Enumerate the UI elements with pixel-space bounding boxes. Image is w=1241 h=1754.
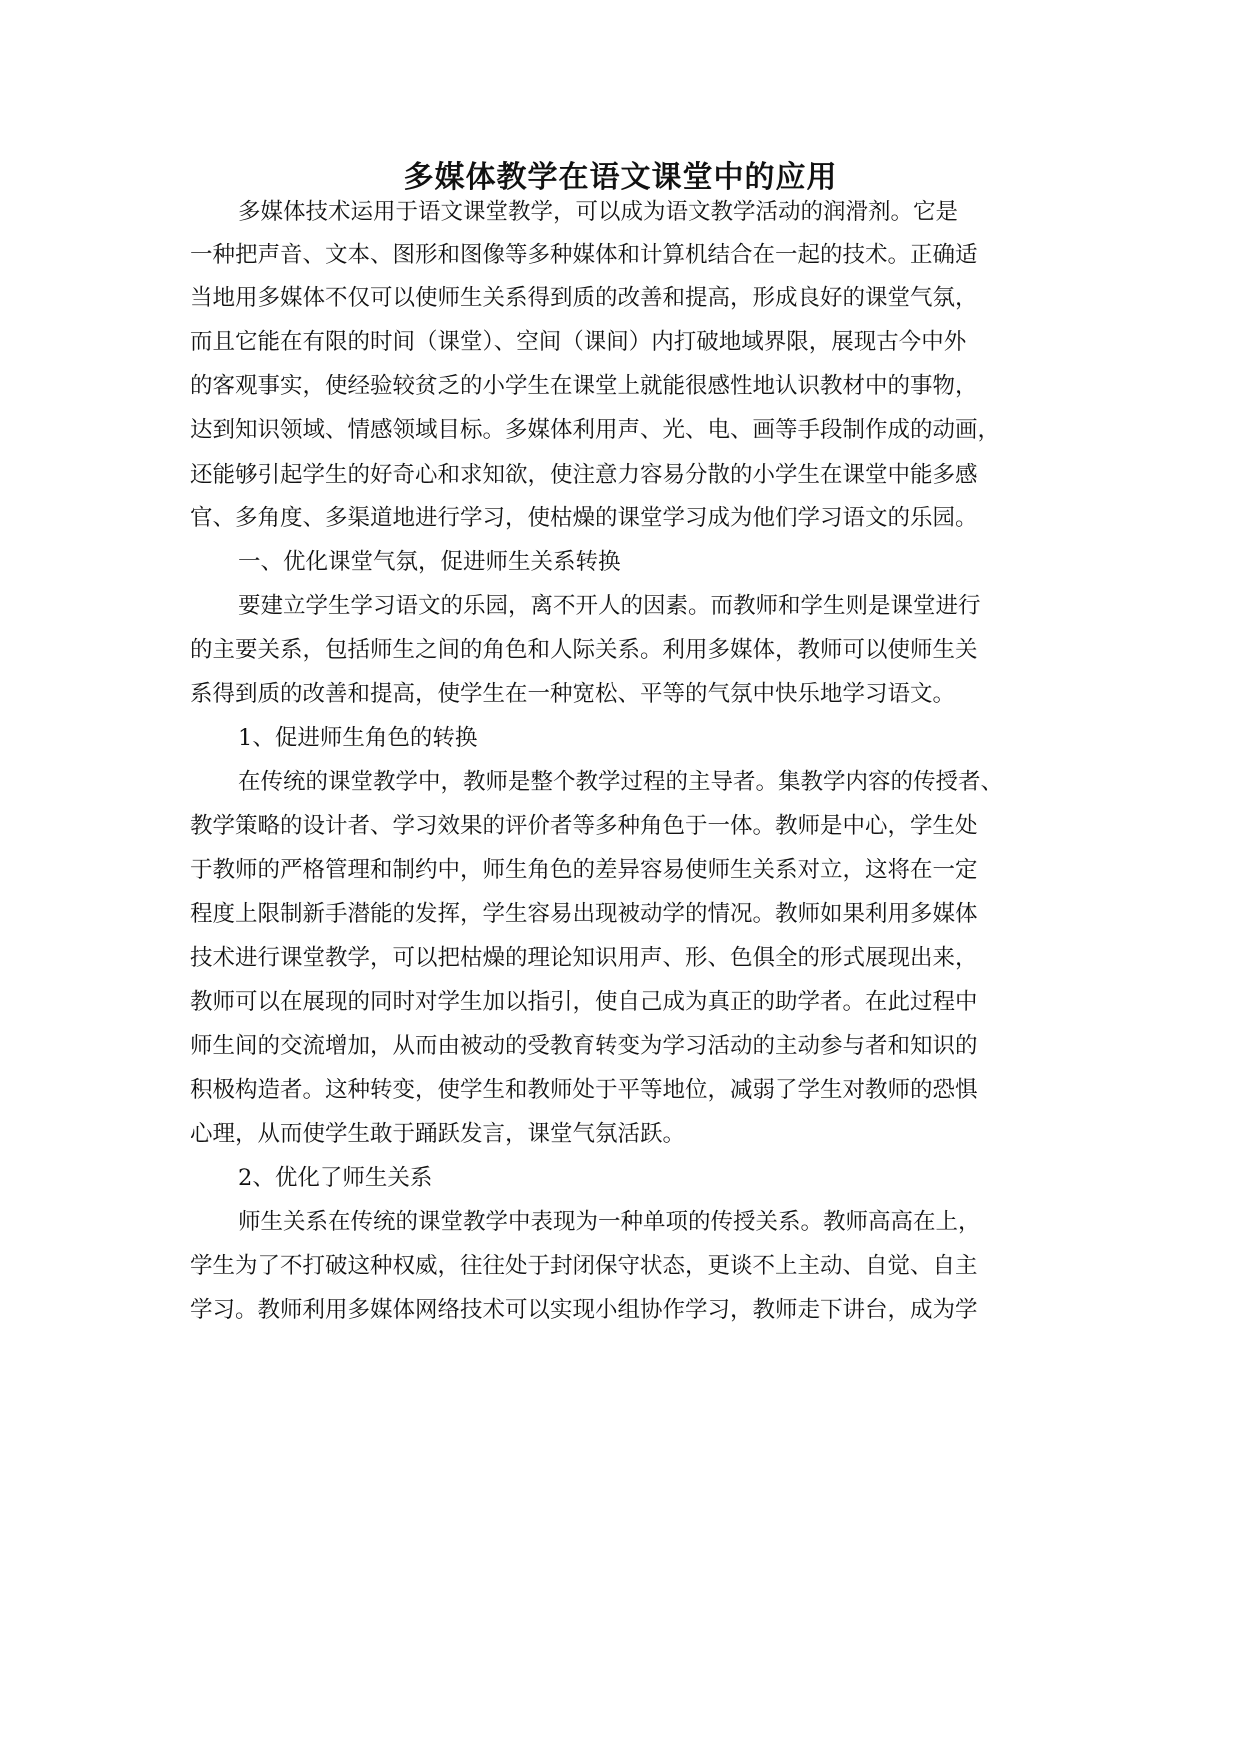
paragraph-line: 的主要关系，包括师生之间的角色和人际关系。利用多媒体，教师可以使师生关	[190, 637, 978, 663]
paragraph-line: 师生间的交流增加，从而由被动的受教育转变为学习活动的主动参与者和知识的	[190, 1033, 978, 1059]
paragraph-line: 学习。教师利用多媒体网络技术可以实现小组协作学习，教师走下讲台，成为学	[190, 1297, 978, 1323]
paragraph-line: 于教师的严格管理和制约中，师生角色的差异容易使师生关系对立，这将在一定	[190, 857, 978, 883]
paragraph-line: 还能够引起学生的好奇心和求知欲，使注意力容易分散的小学生在课堂中能多感	[190, 462, 978, 488]
paragraph-line: 系得到质的改善和提高，使学生在一种宽松、平等的气氛中快乐地学习语文。	[190, 681, 956, 707]
paragraph-line: 而且它能在有限的时间（课堂）、空间（课间）内打破地域界限，展现古今中外	[190, 329, 967, 355]
paragraph-line: 多媒体技术运用于语文课堂教学，可以成为语文教学活动的润滑剂。它是	[238, 199, 959, 225]
subsection-heading: 2、优化了师生关系	[238, 1165, 433, 1191]
paragraph-line: 当地用多媒体不仅可以使师生关系得到质的改善和提高，形成良好的课堂气氛，	[190, 285, 978, 311]
paragraph-line: 一种把声音、文本、图形和图像等多种媒体和计算机结合在一起的技术。正确适	[190, 242, 978, 268]
subsection-heading: 1、促进师生角色的转换	[238, 725, 478, 751]
paragraph-line: 技术进行课堂教学，可以把枯燥的理论知识用声、形、色俱全的形式展现出来，	[190, 945, 978, 971]
paragraph-line: 学生为了不打破这种权威，往往处于封闭保守状态，更谈不上主动、自觉、自主	[190, 1253, 978, 1279]
document-title: 多媒体教学在语文课堂中的应用	[403, 160, 838, 195]
paragraph-line: 师生关系在传统的课堂教学中表现为一种单项的传授关系。教师高高在上，	[238, 1209, 981, 1235]
paragraph-line: 官、多角度、多渠道地进行学习，使枯燥的课堂学习成为他们学习语文的乐园。	[190, 505, 978, 531]
paragraph-line: 程度上限制新手潜能的发挥，学生容易出现被动学的情况。教师如果利用多媒体	[190, 901, 978, 927]
section-heading: 一、优化课堂气氛，促进师生关系转换	[238, 549, 621, 575]
paragraph-line: 教师可以在展现的同时对学生加以指引，使自己成为真正的助学者。在此过程中	[190, 989, 978, 1015]
paragraph-line: 要建立学生学习语文的乐园，离不开人的因素。而教师和学生则是课堂进行	[238, 593, 981, 619]
paragraph-line: 达到知识领域、情感领域目标。多媒体利用声、光、电、画等手段制作成的动画，	[190, 417, 1001, 443]
paragraph-line: 教学策略的设计者、学习效果的评价者等多种角色于一体。教师是中心，学生处	[190, 813, 978, 839]
paragraph-line: 的客观事实，使经验较贫乏的小学生在课堂上就能很感性地认识教材中的事物，	[190, 373, 978, 399]
paragraph-line: 在传统的课堂教学中，教师是整个教学过程的主导者。集教学内容的传授者、	[238, 769, 1004, 795]
paragraph-line: 积极构造者。这种转变，使学生和教师处于平等地位，减弱了学生对教师的恐惧	[190, 1077, 978, 1103]
paragraph-line: 心理，从而使学生敢于踊跃发言，课堂气氛活跃。	[190, 1121, 686, 1147]
